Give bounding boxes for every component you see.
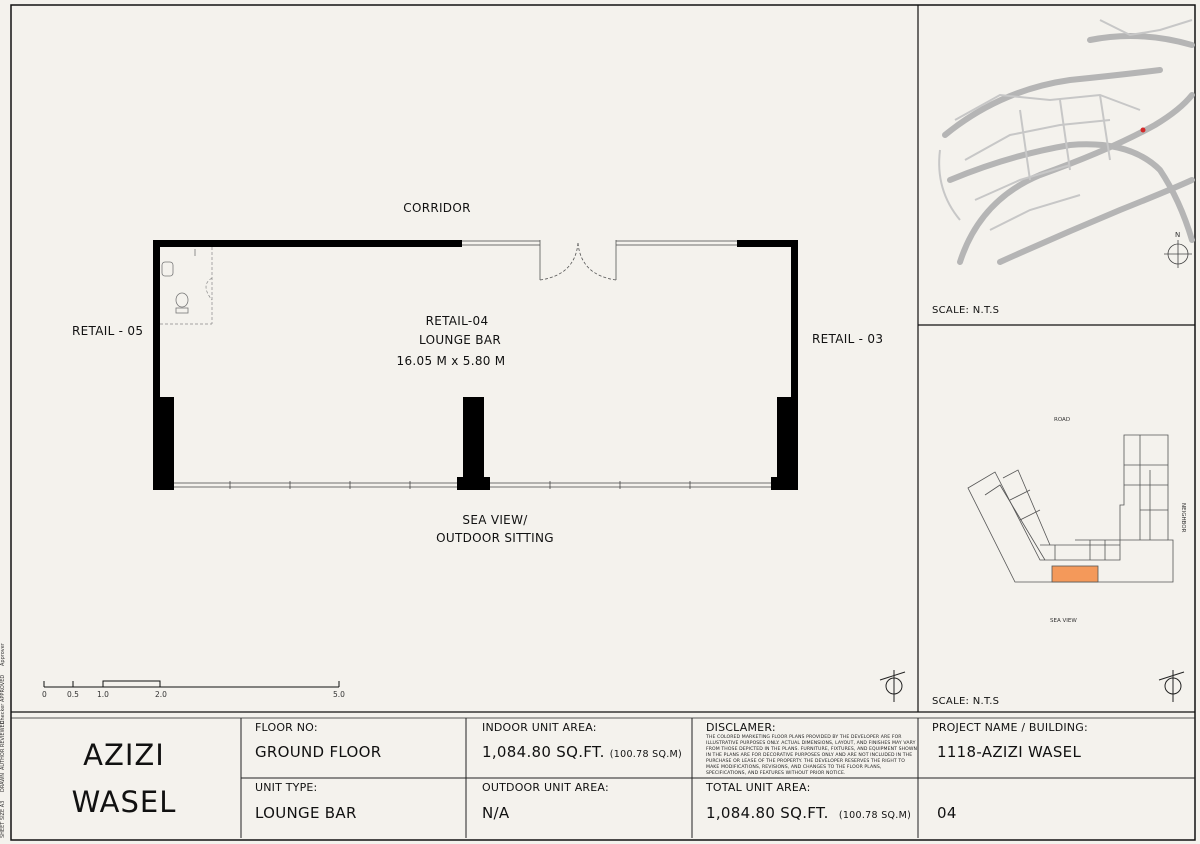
outdoor-sitting-label: OUTDOOR SITTING [436, 531, 554, 545]
outdoor-area-value: N/A [482, 804, 510, 822]
scale-tick: 2.0 [155, 690, 167, 699]
site-plan [968, 435, 1173, 582]
indoor-area-label: INDOOR UNIT AREA: [482, 721, 597, 734]
column [457, 477, 490, 490]
sea-view-site-label: SEA VIEW [1050, 618, 1077, 624]
unit-type-field-label: UNIT TYPE: [255, 781, 318, 794]
key-map [945, 36, 1192, 262]
washroom [160, 247, 212, 324]
sheet-border [11, 5, 1195, 840]
side-strip [0, 620, 12, 840]
side-strip-text: SHEET SIZE A3 [0, 800, 6, 838]
double-door [540, 240, 616, 280]
column [463, 397, 484, 477]
neighbor-label: NEIGHBOR [1180, 503, 1186, 533]
side-strip-text: Approver [0, 643, 6, 666]
project-value: 1118-AZIZI WASEL [937, 743, 1082, 761]
wall [153, 240, 462, 247]
north-label: N [1175, 231, 1181, 239]
highlighted-unit [1052, 566, 1098, 582]
site-plan-scale: SCALE: N.T.S [932, 696, 1000, 707]
brand-line-1: AZIZI [83, 738, 165, 772]
sanitary-fixtures [162, 249, 195, 313]
total-area-sqft: 1,084.80 SQ.FT. [706, 804, 829, 822]
side-strip-text: Checker [0, 703, 6, 724]
sea-view-label: SEA VIEW/ [462, 513, 528, 527]
disclaimer-text: THE COLORED MARKETING FLOOR PLANS PROVIDED BY THE DEVELOPER ARE FOR ILLUSTRATIVE PURPOSES ONLY. ACTUAL DIMENSIONS, LAYOUT, AND FINISHES MAY VARY FROM THOSE DEPICTED IN THE PLANS. FURNITURE, FIXTURES, AND EQUIPMENT SHOWN IN THE PLANS ARE FOR DECORATIVE PURPOSES ONLY AND ARE NOT INCLUDED IN THE PURCHASE OR LEASE OF THE PROPERTY. THE DEVELOPER RESERVES THE RIGHT TO MAKE MODIFICATIONS, REVISIONS, AND CHANGES TO THE FLOOR PLANS, SPECIFICATIONS, AND FEATURES WITHOUT PRIOR NOTICE. [706, 735, 918, 776]
road-label: ROAD [1054, 417, 1071, 423]
scale-tick: 1.0 [97, 690, 109, 699]
column [153, 397, 174, 490]
indoor-area-sqm: (100.78 SQ.M) [609, 749, 683, 760]
unit-type-value: LOUNGE BAR [255, 804, 357, 822]
total-area-value [706, 804, 911, 822]
floor-label: FLOOR NO: [255, 721, 318, 734]
unit-dimensions: 16.05 M x 5.80 M [396, 354, 506, 368]
corridor-label: CORRIDOR [403, 201, 471, 215]
brand-line-2: WASEL [71, 785, 177, 819]
side-strip-text: APPROVED [0, 674, 6, 702]
outdoor-area-label: OUTDOOR UNIT AREA: [482, 781, 609, 794]
key-map-scale: SCALE: N.T.S [932, 305, 1000, 316]
disclaimer-label: DISCLAMER: [706, 721, 776, 734]
total-area-label: TOTAL UNIT AREA: [706, 781, 811, 794]
column [771, 477, 798, 490]
left-neighbor-label: RETAIL - 05 [72, 324, 144, 338]
side-strip-text: AUTHOR REVIEWED [0, 720, 6, 770]
location-marker [1141, 128, 1146, 133]
key-map-north-icon [1164, 240, 1192, 268]
north-arrow-icon [880, 670, 905, 702]
scale-tick: 0 [42, 690, 47, 699]
wall [737, 240, 798, 247]
unit-type-label: LOUNGE BAR [419, 333, 501, 347]
right-neighbor-label: RETAIL - 03 [812, 332, 884, 346]
north-arrow-icon [1159, 670, 1184, 702]
floor-value: GROUND FLOOR [255, 743, 382, 761]
indoor-area-sqft: 1,084.80 SQ.FT. [482, 743, 605, 761]
project-label: PROJECT NAME / BUILDING: [932, 721, 1088, 734]
side-strip-text: DRAWN [0, 773, 6, 792]
column [777, 397, 798, 490]
scale-tick: 0.5 [67, 690, 79, 699]
scale-tick: 5.0 [333, 690, 345, 699]
indoor-area-value [482, 743, 682, 761]
unit-number: 04 [937, 804, 957, 822]
scale-bar [44, 681, 339, 687]
unit-name: RETAIL-04 [425, 314, 489, 328]
total-area-sqm: (100.78 SQ.M) [838, 810, 912, 821]
